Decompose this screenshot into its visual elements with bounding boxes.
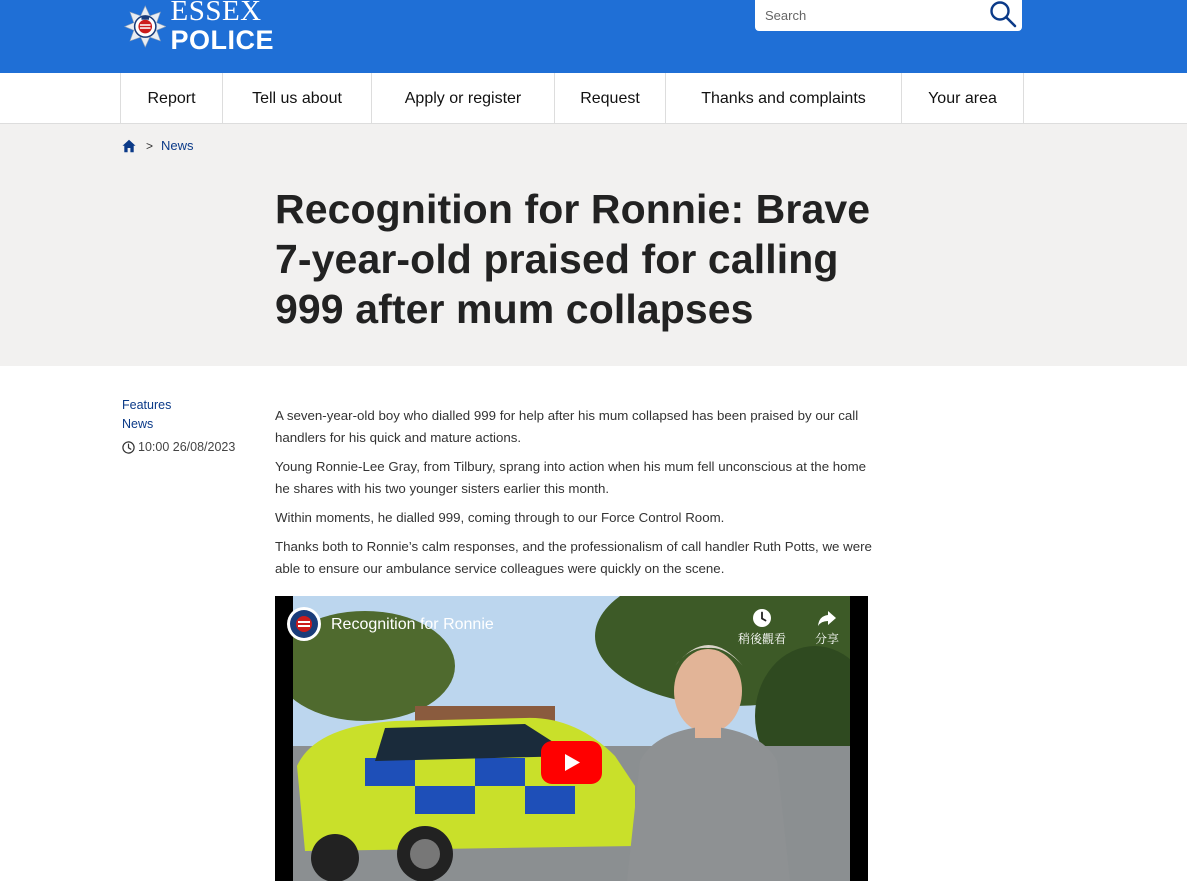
main-navigation: [0, 73, 1187, 124]
nav-item-your-area[interactable]: Your area: [902, 73, 1024, 124]
share-button[interactable]: [797, 608, 857, 647]
article-hero: [0, 124, 1187, 366]
article-paragraph: Within moments, he dialled 999, coming through to our Force Control Room.: [275, 510, 725, 525]
article-body: [275, 405, 875, 587]
youtube-video-embed[interactable]: [275, 596, 868, 881]
logo-wordmark: [170, 0, 274, 54]
search-box: [755, 0, 1022, 31]
article-meta: [122, 396, 235, 454]
play-button-icon[interactable]: [541, 741, 602, 784]
search-input[interactable]: [765, 4, 975, 23]
publish-date-text: 10:00 26/08/2023: [138, 440, 236, 454]
search-icon[interactable]: [988, 0, 1018, 29]
share-label: 分享: [814, 632, 839, 646]
logo-line-police: POLICE: [170, 24, 274, 55]
channel-avatar[interactable]: [286, 606, 322, 642]
breadcrumb: [122, 138, 194, 153]
watch-later-button[interactable]: [732, 608, 792, 647]
publish-date: [122, 440, 235, 454]
clock-icon: [752, 608, 772, 628]
video-title[interactable]: Recognition for Ronnie: [331, 616, 494, 633]
police-star-badge-icon: [124, 0, 166, 53]
breadcrumb-news-link[interactable]: News: [161, 138, 194, 153]
article-paragraph: Thanks both to Ronnie’s calm responses, and the professionalism of call handler Ruth Potts, we were able to ensure our ambulance service colleagues were quickly on the scene.: [275, 539, 872, 576]
site-header: [0, 0, 1187, 73]
breadcrumb-separator: >: [146, 138, 154, 153]
article-paragraph: Young Ronnie-Lee Gray, from Tilbury, sprang into action when his mum fell unconscious at the home he shares with his two younger sisters earlier this month.: [275, 459, 867, 496]
tag-features[interactable]: Features: [122, 398, 172, 412]
nav-item-request[interactable]: Request: [555, 73, 666, 124]
essex-police-logo[interactable]: [124, 0, 274, 56]
home-icon[interactable]: [122, 139, 136, 153]
watch-later-label: 稍後觀看: [737, 632, 786, 646]
page-title: Recognition for Ronnie: Brave 7-year-old praised for calling 999 after mum collapses: [275, 186, 871, 332]
clock-icon: [122, 441, 135, 454]
tag-news[interactable]: News: [122, 417, 154, 431]
nav-item-apply-or-register[interactable]: Apply or register: [372, 73, 555, 124]
share-icon: [817, 608, 837, 628]
nav-item-thanks-and-complaints[interactable]: Thanks and complaints: [666, 73, 902, 124]
article-paragraph: A seven-year-old boy who dialled 999 for help after his mum collapsed has been praised by our call handlers for his quick and mature actions.: [275, 408, 859, 445]
nav-item-report[interactable]: Report: [121, 73, 223, 124]
logo-line-essex: ESSEX: [170, 0, 262, 27]
nav-item-tell-us-about[interactable]: Tell us about: [223, 73, 372, 124]
